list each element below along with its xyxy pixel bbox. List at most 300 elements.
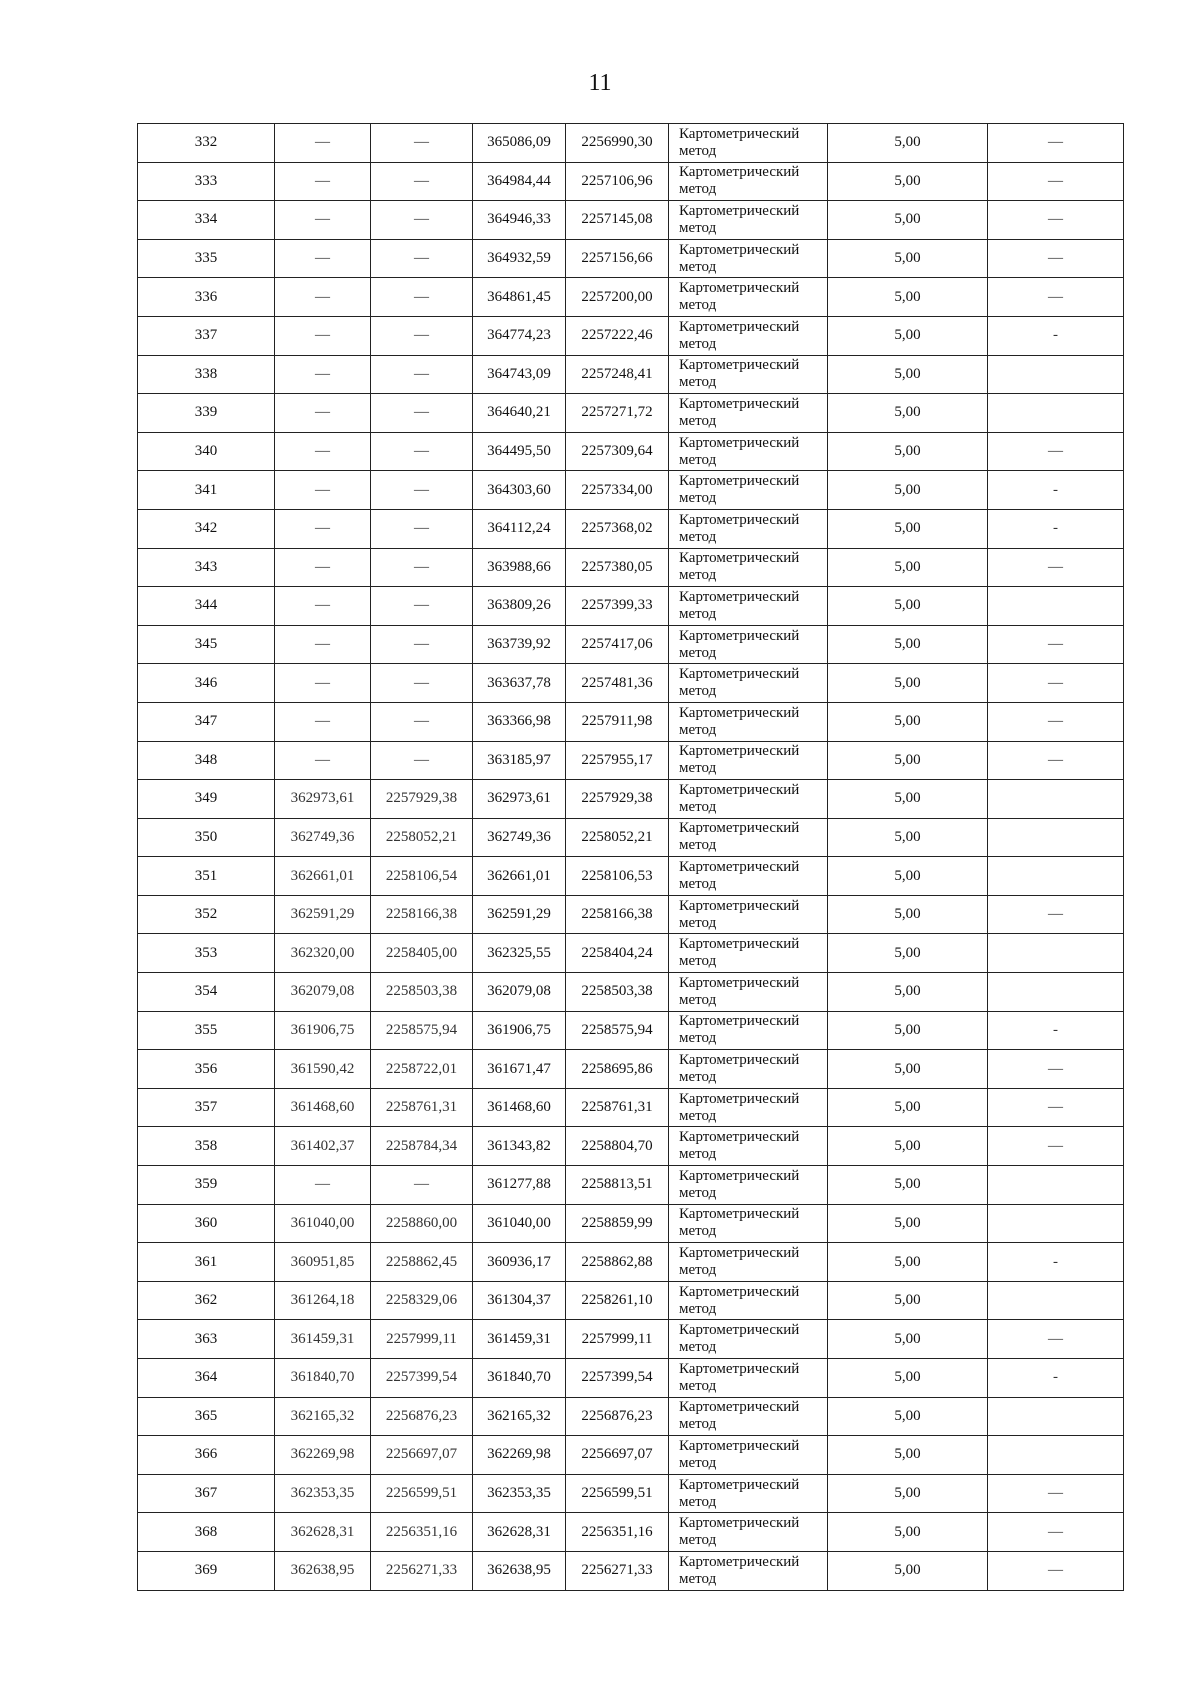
point-number-cell: 355 bbox=[138, 1011, 275, 1050]
note-cell: — bbox=[988, 895, 1124, 934]
new-x-cell: 364743,09 bbox=[473, 355, 566, 394]
old-y-cell: — bbox=[371, 239, 473, 278]
method-line1: Картометрический bbox=[679, 1167, 800, 1184]
note-cell: — bbox=[988, 1127, 1124, 1166]
point-number-cell: 345 bbox=[138, 625, 275, 664]
table-row bbox=[138, 587, 1124, 626]
method-line1: Картометрический bbox=[679, 1129, 800, 1146]
old-x-cell: — bbox=[275, 278, 371, 317]
accuracy-cell: 5,00 bbox=[828, 857, 988, 896]
accuracy-cell: 5,00 bbox=[828, 1166, 988, 1205]
new-y-cell: 2258813,51 bbox=[566, 1166, 669, 1205]
old-x-cell: — bbox=[275, 124, 371, 163]
new-x-cell: 363809,26 bbox=[473, 587, 566, 626]
method-cell bbox=[669, 355, 828, 394]
new-y-cell: 2258052,21 bbox=[566, 818, 669, 857]
old-x-cell: 361264,18 bbox=[275, 1281, 371, 1320]
method-line1: Картометрический bbox=[679, 241, 800, 258]
new-x-cell: 362165,32 bbox=[473, 1397, 566, 1436]
method-cell bbox=[669, 1204, 828, 1243]
new-y-cell: 2257417,06 bbox=[566, 625, 669, 664]
accuracy-cell: 5,00 bbox=[828, 587, 988, 626]
table-row bbox=[138, 1474, 1124, 1513]
method-line2: метод bbox=[679, 683, 717, 700]
method-cell bbox=[669, 1397, 828, 1436]
method-cell bbox=[669, 1320, 828, 1359]
old-y-cell: — bbox=[371, 355, 473, 394]
new-x-cell: 363637,78 bbox=[473, 664, 566, 703]
old-x-cell: 362320,00 bbox=[275, 934, 371, 973]
method-cell bbox=[669, 1436, 828, 1475]
table-row bbox=[138, 857, 1124, 896]
old-x-cell: — bbox=[275, 509, 371, 548]
new-x-cell: 361459,31 bbox=[473, 1320, 566, 1359]
accuracy-cell: 5,00 bbox=[828, 780, 988, 819]
old-x-cell: 362628,31 bbox=[275, 1513, 371, 1552]
method-line1: Картометрический bbox=[679, 1206, 800, 1223]
method-cell bbox=[669, 1127, 828, 1166]
table-row bbox=[138, 1397, 1124, 1436]
point-number-cell: 356 bbox=[138, 1050, 275, 1089]
method-line1: Картометрический bbox=[679, 743, 800, 760]
table-row bbox=[138, 278, 1124, 317]
method-cell bbox=[669, 509, 828, 548]
table-body bbox=[138, 124, 1124, 1591]
method-line1: Картометрический bbox=[679, 164, 800, 181]
point-number-cell: 333 bbox=[138, 162, 275, 201]
old-y-cell: 2256271,33 bbox=[371, 1551, 473, 1590]
table-row bbox=[138, 741, 1124, 780]
new-y-cell: 2256876,23 bbox=[566, 1397, 669, 1436]
new-x-cell: 362661,01 bbox=[473, 857, 566, 896]
accuracy-cell: 5,00 bbox=[828, 355, 988, 394]
method-line1: Картометрический bbox=[679, 1052, 800, 1069]
method-line1: Картометрический bbox=[679, 357, 800, 374]
method-cell bbox=[669, 1551, 828, 1590]
new-x-cell: 362638,95 bbox=[473, 1551, 566, 1590]
old-y-cell: 2256351,16 bbox=[371, 1513, 473, 1552]
table-row bbox=[138, 201, 1124, 240]
new-x-cell: 363739,92 bbox=[473, 625, 566, 664]
note-cell: - bbox=[988, 1359, 1124, 1398]
note-cell: — bbox=[988, 1551, 1124, 1590]
point-number-cell: 363 bbox=[138, 1320, 275, 1359]
new-y-cell: 2257911,98 bbox=[566, 702, 669, 741]
note-cell: — bbox=[988, 1320, 1124, 1359]
point-number-cell: 343 bbox=[138, 548, 275, 587]
old-y-cell: — bbox=[371, 1166, 473, 1205]
method-line2: метод bbox=[679, 1570, 717, 1587]
table-row bbox=[138, 1050, 1124, 1089]
new-y-cell: 2257955,17 bbox=[566, 741, 669, 780]
method-line1: Картометрический bbox=[679, 1515, 800, 1532]
point-number-cell: 359 bbox=[138, 1166, 275, 1205]
old-x-cell: — bbox=[275, 316, 371, 355]
old-y-cell: 2258860,00 bbox=[371, 1204, 473, 1243]
method-line1: Картометрический bbox=[679, 859, 800, 876]
old-x-cell: 362353,35 bbox=[275, 1474, 371, 1513]
old-y-cell: 2258862,45 bbox=[371, 1243, 473, 1282]
page-number: 11 bbox=[588, 70, 612, 96]
new-y-cell: 2258106,53 bbox=[566, 857, 669, 896]
accuracy-cell: 5,00 bbox=[828, 471, 988, 510]
old-y-cell: — bbox=[371, 201, 473, 240]
new-y-cell: 2258575,94 bbox=[566, 1011, 669, 1050]
accuracy-cell: 5,00 bbox=[828, 1551, 988, 1590]
new-x-cell: 362628,31 bbox=[473, 1513, 566, 1552]
method-cell bbox=[669, 124, 828, 163]
old-x-cell: 362973,61 bbox=[275, 780, 371, 819]
note-cell bbox=[988, 780, 1124, 819]
new-y-cell: 2258261,10 bbox=[566, 1281, 669, 1320]
old-y-cell: — bbox=[371, 664, 473, 703]
accuracy-cell: 5,00 bbox=[828, 1397, 988, 1436]
note-cell bbox=[988, 1397, 1124, 1436]
accuracy-cell: 5,00 bbox=[828, 1050, 988, 1089]
new-y-cell: 2258761,31 bbox=[566, 1088, 669, 1127]
new-y-cell: 2257481,36 bbox=[566, 664, 669, 703]
method-cell bbox=[669, 1281, 828, 1320]
method-cell bbox=[669, 780, 828, 819]
method-line1: Картометрический bbox=[679, 1245, 800, 1262]
old-y-cell: 2258329,06 bbox=[371, 1281, 473, 1320]
old-y-cell: 2258761,31 bbox=[371, 1088, 473, 1127]
method-cell bbox=[669, 201, 828, 240]
accuracy-cell: 5,00 bbox=[828, 1204, 988, 1243]
old-x-cell: 360951,85 bbox=[275, 1243, 371, 1282]
method-line2: метод bbox=[679, 1107, 717, 1124]
new-x-cell: 363185,97 bbox=[473, 741, 566, 780]
method-line2: метод bbox=[679, 760, 717, 777]
method-line2: метод bbox=[679, 1300, 717, 1317]
table-row bbox=[138, 1166, 1124, 1205]
table-row bbox=[138, 625, 1124, 664]
old-y-cell: — bbox=[371, 509, 473, 548]
accuracy-cell: 5,00 bbox=[828, 432, 988, 471]
point-number-cell: 362 bbox=[138, 1281, 275, 1320]
method-line2: метод bbox=[679, 412, 717, 429]
method-cell bbox=[669, 587, 828, 626]
accuracy-cell: 5,00 bbox=[828, 201, 988, 240]
method-line1: Картометрический bbox=[679, 704, 800, 721]
method-line2: метод bbox=[679, 1184, 717, 1201]
method-cell bbox=[669, 818, 828, 857]
method-line2: метод bbox=[679, 181, 717, 198]
table-row bbox=[138, 1243, 1124, 1282]
new-x-cell: 361343,82 bbox=[473, 1127, 566, 1166]
method-cell bbox=[669, 316, 828, 355]
method-line1: Картометрический bbox=[679, 550, 800, 567]
old-y-cell: — bbox=[371, 316, 473, 355]
new-x-cell: 360936,17 bbox=[473, 1243, 566, 1282]
old-y-cell: 2258784,34 bbox=[371, 1127, 473, 1166]
table-row bbox=[138, 124, 1124, 163]
table-row bbox=[138, 895, 1124, 934]
old-x-cell: 362591,29 bbox=[275, 895, 371, 934]
old-x-cell: — bbox=[275, 664, 371, 703]
old-x-cell: 362661,01 bbox=[275, 857, 371, 896]
note-cell: - bbox=[988, 1011, 1124, 1050]
old-y-cell: — bbox=[371, 702, 473, 741]
method-line1: Картометрический bbox=[679, 1283, 800, 1300]
old-y-cell: 2258052,21 bbox=[371, 818, 473, 857]
old-y-cell: 2258575,94 bbox=[371, 1011, 473, 1050]
new-y-cell: 2256990,30 bbox=[566, 124, 669, 163]
table-row bbox=[138, 355, 1124, 394]
accuracy-cell: 5,00 bbox=[828, 1359, 988, 1398]
new-x-cell: 364495,50 bbox=[473, 432, 566, 471]
old-y-cell: — bbox=[371, 741, 473, 780]
new-x-cell: 361304,37 bbox=[473, 1281, 566, 1320]
table-row bbox=[138, 471, 1124, 510]
old-y-cell: 2256599,51 bbox=[371, 1474, 473, 1513]
method-line2: метод bbox=[679, 451, 717, 468]
table-row bbox=[138, 664, 1124, 703]
note-cell: — bbox=[988, 548, 1124, 587]
method-cell bbox=[669, 162, 828, 201]
table-row bbox=[138, 818, 1124, 857]
note-cell: — bbox=[988, 124, 1124, 163]
method-line2: метод bbox=[679, 490, 717, 507]
point-number-cell: 366 bbox=[138, 1436, 275, 1475]
accuracy-cell: 5,00 bbox=[828, 1088, 988, 1127]
method-line1: Картометрический bbox=[679, 781, 800, 798]
note-cell bbox=[988, 1436, 1124, 1475]
old-y-cell: — bbox=[371, 587, 473, 626]
note-cell bbox=[988, 818, 1124, 857]
old-x-cell: — bbox=[275, 625, 371, 664]
method-line1: Картометрический bbox=[679, 1322, 800, 1339]
table-row bbox=[138, 509, 1124, 548]
new-x-cell: 363988,66 bbox=[473, 548, 566, 587]
note-cell bbox=[988, 1281, 1124, 1320]
method-line1: Картометрический bbox=[679, 1360, 800, 1377]
method-cell bbox=[669, 278, 828, 317]
new-x-cell: 364303,60 bbox=[473, 471, 566, 510]
point-number-cell: 342 bbox=[138, 509, 275, 548]
accuracy-cell: 5,00 bbox=[828, 818, 988, 857]
new-y-cell: 2257399,33 bbox=[566, 587, 669, 626]
point-number-cell: 336 bbox=[138, 278, 275, 317]
note-cell: — bbox=[988, 432, 1124, 471]
point-number-cell: 351 bbox=[138, 857, 275, 896]
point-number-cell: 360 bbox=[138, 1204, 275, 1243]
old-y-cell: 2256876,23 bbox=[371, 1397, 473, 1436]
accuracy-cell: 5,00 bbox=[828, 895, 988, 934]
new-x-cell: 361277,88 bbox=[473, 1166, 566, 1205]
accuracy-cell: 5,00 bbox=[828, 394, 988, 433]
point-number-cell: 344 bbox=[138, 587, 275, 626]
accuracy-cell: 5,00 bbox=[828, 934, 988, 973]
method-line1: Картометрический bbox=[679, 1013, 800, 1030]
table-row bbox=[138, 548, 1124, 587]
note-cell: — bbox=[988, 625, 1124, 664]
note-cell: — bbox=[988, 201, 1124, 240]
table-row bbox=[138, 1204, 1124, 1243]
old-y-cell: — bbox=[371, 394, 473, 433]
note-cell: — bbox=[988, 1474, 1124, 1513]
new-y-cell: 2257248,41 bbox=[566, 355, 669, 394]
method-line2: метод bbox=[679, 798, 717, 815]
new-x-cell: 361040,00 bbox=[473, 1204, 566, 1243]
accuracy-cell: 5,00 bbox=[828, 973, 988, 1012]
new-y-cell: 2257380,05 bbox=[566, 548, 669, 587]
point-number-cell: 349 bbox=[138, 780, 275, 819]
new-x-cell: 364861,45 bbox=[473, 278, 566, 317]
table-row bbox=[138, 1011, 1124, 1050]
method-cell bbox=[669, 1166, 828, 1205]
method-cell bbox=[669, 1088, 828, 1127]
new-y-cell: 2258859,99 bbox=[566, 1204, 669, 1243]
old-x-cell: 362749,36 bbox=[275, 818, 371, 857]
table-row bbox=[138, 316, 1124, 355]
accuracy-cell: 5,00 bbox=[828, 1513, 988, 1552]
table-row bbox=[138, 702, 1124, 741]
new-x-cell: 364640,21 bbox=[473, 394, 566, 433]
new-y-cell: 2258804,70 bbox=[566, 1127, 669, 1166]
method-cell bbox=[669, 857, 828, 896]
new-x-cell: 364932,59 bbox=[473, 239, 566, 278]
old-y-cell: — bbox=[371, 278, 473, 317]
note-cell: — bbox=[988, 1050, 1124, 1089]
old-y-cell: — bbox=[371, 162, 473, 201]
point-number-cell: 361 bbox=[138, 1243, 275, 1282]
point-number-cell: 341 bbox=[138, 471, 275, 510]
method-cell bbox=[669, 548, 828, 587]
method-line1: Картометрический bbox=[679, 318, 800, 335]
note-cell: — bbox=[988, 162, 1124, 201]
point-number-cell: 339 bbox=[138, 394, 275, 433]
method-line2: метод bbox=[679, 1454, 717, 1471]
note-cell bbox=[988, 1204, 1124, 1243]
point-number-cell: 350 bbox=[138, 818, 275, 857]
accuracy-cell: 5,00 bbox=[828, 548, 988, 587]
method-line1: Картометрический bbox=[679, 1553, 800, 1570]
point-number-cell: 357 bbox=[138, 1088, 275, 1127]
accuracy-cell: 5,00 bbox=[828, 124, 988, 163]
method-line2: метод bbox=[679, 1532, 717, 1549]
method-line1: Картометрический bbox=[679, 627, 800, 644]
table-row bbox=[138, 239, 1124, 278]
point-number-cell: 368 bbox=[138, 1513, 275, 1552]
accuracy-cell: 5,00 bbox=[828, 162, 988, 201]
new-y-cell: 2257222,46 bbox=[566, 316, 669, 355]
note-cell: - bbox=[988, 471, 1124, 510]
note-cell bbox=[988, 857, 1124, 896]
method-cell bbox=[669, 741, 828, 780]
old-y-cell: 2257399,54 bbox=[371, 1359, 473, 1398]
old-y-cell: — bbox=[371, 124, 473, 163]
method-line2: метод bbox=[679, 1262, 717, 1279]
method-cell bbox=[669, 625, 828, 664]
accuracy-cell: 5,00 bbox=[828, 702, 988, 741]
method-line2: метод bbox=[679, 991, 717, 1008]
method-line2: метод bbox=[679, 953, 717, 970]
method-line2: метод bbox=[679, 1377, 717, 1394]
old-x-cell: — bbox=[275, 201, 371, 240]
old-x-cell: 362638,95 bbox=[275, 1551, 371, 1590]
accuracy-cell: 5,00 bbox=[828, 316, 988, 355]
old-x-cell: — bbox=[275, 394, 371, 433]
method-cell bbox=[669, 471, 828, 510]
new-x-cell: 361671,47 bbox=[473, 1050, 566, 1089]
method-line2: метод bbox=[679, 1030, 717, 1047]
new-y-cell: 2257399,54 bbox=[566, 1359, 669, 1398]
old-x-cell: 362079,08 bbox=[275, 973, 371, 1012]
new-y-cell: 2258166,38 bbox=[566, 895, 669, 934]
method-line1: Картометрический bbox=[679, 1476, 800, 1493]
method-line2: метод bbox=[679, 1339, 717, 1356]
point-number-cell: 335 bbox=[138, 239, 275, 278]
new-x-cell: 364112,24 bbox=[473, 509, 566, 548]
method-cell bbox=[669, 1359, 828, 1398]
new-y-cell: 2258862,88 bbox=[566, 1243, 669, 1282]
old-x-cell: — bbox=[275, 432, 371, 471]
accuracy-cell: 5,00 bbox=[828, 1243, 988, 1282]
old-y-cell: — bbox=[371, 625, 473, 664]
method-cell bbox=[669, 1243, 828, 1282]
new-y-cell: 2257309,64 bbox=[566, 432, 669, 471]
note-cell: — bbox=[988, 278, 1124, 317]
accuracy-cell: 5,00 bbox=[828, 741, 988, 780]
point-number-cell: 338 bbox=[138, 355, 275, 394]
note-cell bbox=[988, 934, 1124, 973]
method-line1: Картометрический bbox=[679, 202, 800, 219]
old-y-cell: — bbox=[371, 548, 473, 587]
new-y-cell: 2257200,00 bbox=[566, 278, 669, 317]
new-y-cell: 2257106,96 bbox=[566, 162, 669, 201]
method-line1: Картометрический bbox=[679, 125, 800, 142]
method-line1: Картометрический bbox=[679, 473, 800, 490]
table-row bbox=[138, 934, 1124, 973]
method-line1: Картометрический bbox=[679, 974, 800, 991]
method-line2: метод bbox=[679, 219, 717, 236]
method-line1: Картометрический bbox=[679, 1090, 800, 1107]
table-row bbox=[138, 780, 1124, 819]
point-number-cell: 332 bbox=[138, 124, 275, 163]
point-number-cell: 352 bbox=[138, 895, 275, 934]
accuracy-cell: 5,00 bbox=[828, 1281, 988, 1320]
point-number-cell: 358 bbox=[138, 1127, 275, 1166]
new-x-cell: 362325,55 bbox=[473, 934, 566, 973]
new-x-cell: 362591,29 bbox=[473, 895, 566, 934]
note-cell bbox=[988, 1166, 1124, 1205]
accuracy-cell: 5,00 bbox=[828, 509, 988, 548]
table-row bbox=[138, 1436, 1124, 1475]
old-y-cell: 2258503,38 bbox=[371, 973, 473, 1012]
new-x-cell: 364774,23 bbox=[473, 316, 566, 355]
method-line2: метод bbox=[679, 914, 717, 931]
new-x-cell: 362269,98 bbox=[473, 1436, 566, 1475]
new-y-cell: 2257156,66 bbox=[566, 239, 669, 278]
method-line1: Картометрический bbox=[679, 511, 800, 528]
note-cell bbox=[988, 355, 1124, 394]
old-x-cell: 362269,98 bbox=[275, 1436, 371, 1475]
method-line1: Картометрический bbox=[679, 897, 800, 914]
note-cell: — bbox=[988, 664, 1124, 703]
new-x-cell: 364946,33 bbox=[473, 201, 566, 240]
note-cell: - bbox=[988, 509, 1124, 548]
point-number-cell: 369 bbox=[138, 1551, 275, 1590]
note-cell: — bbox=[988, 702, 1124, 741]
old-y-cell: 2258106,54 bbox=[371, 857, 473, 896]
method-line1: Картометрический bbox=[679, 395, 800, 412]
method-line2: метод bbox=[679, 1069, 717, 1086]
note-cell bbox=[988, 394, 1124, 433]
old-y-cell: 2257929,38 bbox=[371, 780, 473, 819]
method-line1: Картометрический bbox=[679, 820, 800, 837]
note-cell: — bbox=[988, 239, 1124, 278]
